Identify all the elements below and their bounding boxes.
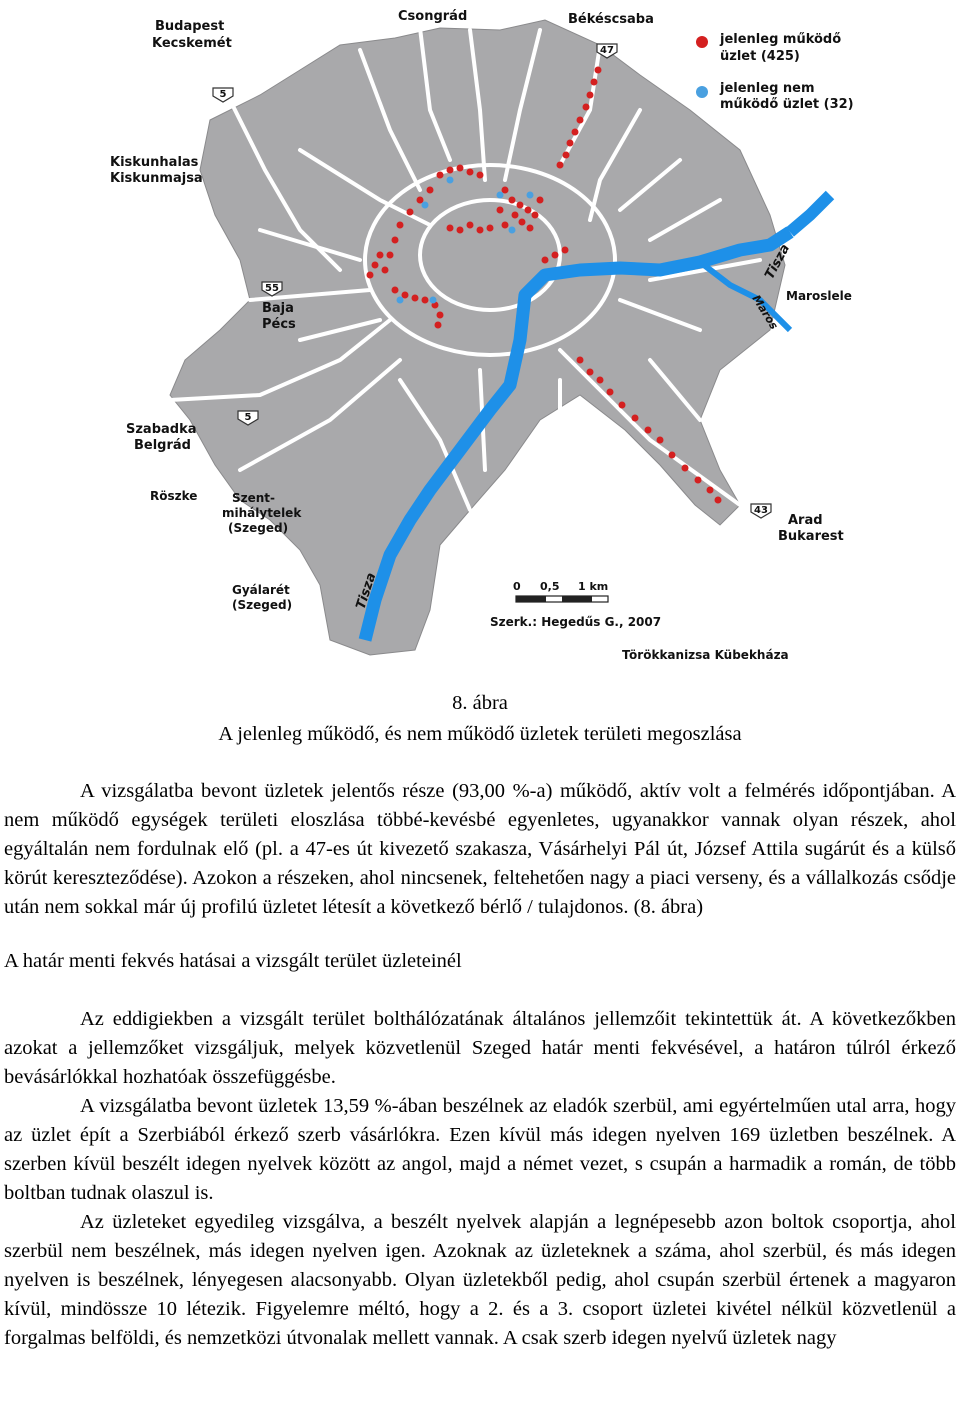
paragraph-2: Az eddigiekben a vizsgált terület bolthálózatának általános jellemzőit tekintettük át. A következőkben azokat a jellemzőket vizsgáljuk, melyek közvetlenül Szeged határ menti fekvésével, a határon túlról érkező bevásárlókkal hozhatóak összefüggésbe. <box>4 1008 956 1088</box>
label-szentmihaly-3: (Szeged) <box>228 521 289 535</box>
label-bekescsaba: Békéscsaba <box>568 12 654 27</box>
label-kecskemet: Kecskemét <box>152 36 232 51</box>
legend-not-working-line1: jelenleg nem <box>720 81 815 96</box>
legend-working-line1: jelenleg működő <box>720 32 842 47</box>
land-area <box>170 20 785 655</box>
label-maroslele: Maroslele <box>786 289 852 303</box>
label-budapest: Budapest <box>155 19 225 34</box>
label-torokkanizsa: Törökkanizsa Kübekháza <box>622 648 789 662</box>
label-belgrad: Belgrád <box>134 438 191 453</box>
label-maros: Maros <box>749 292 781 332</box>
label-csongrad: Csongrád <box>398 9 468 24</box>
svg-text:5: 5 <box>219 89 227 100</box>
svg-text:5: 5 <box>244 412 252 423</box>
paragraph-1: A vizsgálatba bevont üzletek jelentős része (93,00 %-a) működő, aktív volt a felmérés időpontjában. A nem működő egységek területi eloszlása többé-kevésbé egyenletes, ugyanakkor vannak olyan részek, ahol egyáltalán nem fordulnak elő (pl. a 47-es út kivezető szakasza, Vásárhelyi Pál út, József Attila sugárút és a külső körút kereszteződése). Azokon a részeken, ahol nincsenek, feltehetően nagy a piaci verseny, és a vállalkozás csődje után nem sokkal már új profilú üzletet létesít a következő bérlő / tulajdonos. (8. ábra) <box>4 780 956 918</box>
legend-working-line2: üzlet (425) <box>720 49 800 64</box>
map-graphic <box>0 0 960 680</box>
svg-text:47: 47 <box>600 45 614 56</box>
body-text <box>4 777 956 1353</box>
scale-bar <box>513 580 608 602</box>
section-heading: A határ menti fekvés hatásai a vizsgált terület üzleteinél <box>4 950 462 972</box>
label-roszke: Röszke <box>150 489 198 503</box>
label-szentmihaly-1: Szent- <box>232 491 276 505</box>
label-pecs: Pécs <box>262 317 296 332</box>
legend-working-marker <box>696 36 708 48</box>
svg-text:0: 0 <box>513 580 521 593</box>
label-tisza-south: Tisza <box>353 571 380 612</box>
tisza-north-river <box>790 195 830 232</box>
legend-not-working-line2: működő üzlet (32) <box>720 97 854 112</box>
svg-text:0,5: 0,5 <box>540 580 560 593</box>
svg-text:1 km: 1 km <box>578 580 609 593</box>
figure-title: A jelenleg működő, és nem működő üzletek területi megoszlása <box>218 723 742 745</box>
legend-not-working-marker <box>696 86 708 98</box>
label-arad: Arad <box>788 513 823 528</box>
map-editor-credit: Szerk.: Hegedűs G., 2007 <box>490 615 662 629</box>
figure-number: 8. ábra <box>452 692 508 714</box>
svg-text:43: 43 <box>754 505 768 516</box>
paragraph-4: Az üzleteket egyedileg vizsgálva, a beszélt nyelvek alapján a legnépesebb azon boltok csoportja, ahol szerbül nem beszélnek, más idegen nyelven igen. Azoknak az üzleteknek a száma, ahol szerbül, és más idegen nyelven is beszélnek, lényegesen alacsonyabb. Olyan üzletekből pedig, ahol csupán szerbül értenek a magyaron kívül, mindössze 10 létezik. Figyelemre méltó, hogy a 2. és a 3. csoport üzletei kivétel nélkül közvetlenül a forgalmas belföldi, és nemzetközi útvonalak mellett vannak. A csak szerb idegen nyelvű üzletek nagy <box>4 1211 956 1349</box>
label-kiskunmajsa: Kiskunmajsa <box>110 171 203 186</box>
label-gyalaret-1: Gyálarét <box>232 583 290 597</box>
label-szentmihaly-2: mihálytelek <box>222 506 302 520</box>
label-gyalaret-2: (Szeged) <box>232 598 293 612</box>
paragraph-3: A vizsgálatba bevont üzletek 13,59 %-ában beszélnek az eladók szerbül, ami egyértelműen utal arra, hogy az üzlet épít a Szerbiából érkező szerb vásárlókra. Ezen kívül más idegen nyelven 169 üzletben beszélnek. A szerben kívül beszélt idegen nyelvek között az angol, majd a német vezet, s csupán a harmadik a román, de több boltban tudnak olaszul is. <box>4 1095 956 1204</box>
svg-text:55: 55 <box>265 283 279 294</box>
road-shield-43 <box>751 504 771 518</box>
label-baja: Baja <box>262 301 294 316</box>
district-map <box>0 0 960 680</box>
label-tisza-north: Tisza <box>762 241 794 282</box>
label-kiskunhalas: Kiskunhalas <box>110 155 199 170</box>
label-bukarest: Bukarest <box>778 529 844 544</box>
label-szabadka: Szabadka <box>126 422 197 437</box>
